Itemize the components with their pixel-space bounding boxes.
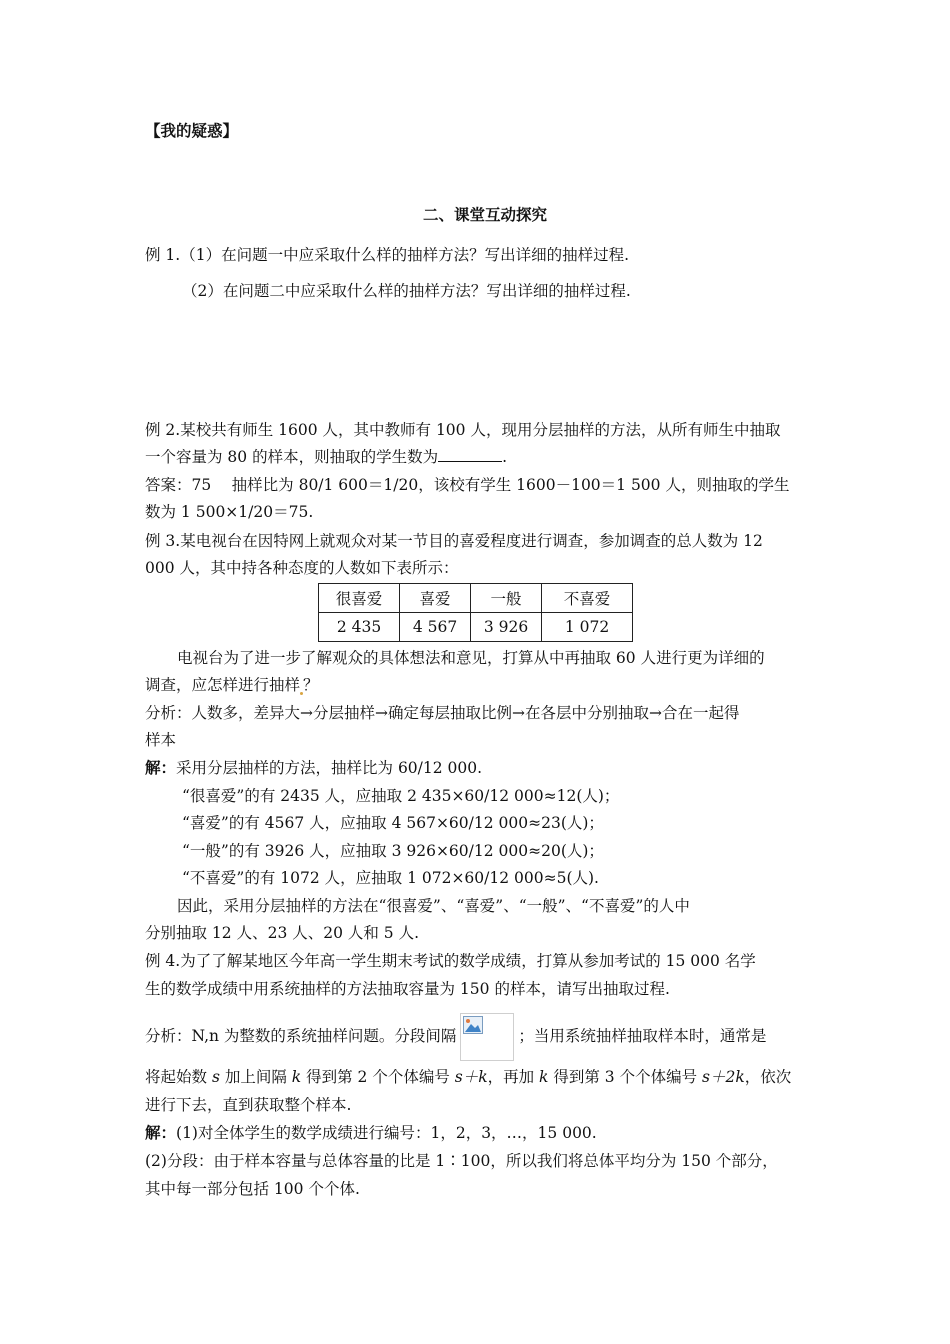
table-value-row — [319, 613, 633, 642]
example-3-analysis-2: 样本 — [145, 731, 177, 749]
example-4-analysis-1 — [145, 1011, 766, 1061]
expression-s-plus-2k: s＋2k — [702, 1068, 745, 1086]
analysis-segment: 得到第 3 个个体编号 — [548, 1068, 703, 1086]
example-2-line-2 — [145, 447, 507, 467]
table-header-cell: 一般 — [471, 584, 542, 613]
analysis-text-start: 分析：N,n 为整数的系统抽样问题。分段间隔 — [145, 1027, 457, 1045]
section-heading: 二、课堂互动探究 — [422, 205, 547, 224]
doubt-heading: 【我的疑惑】 — [145, 121, 239, 140]
example-2-line-2-text: 一个容量为 80 的样本，则抽取的学生数为 — [145, 448, 439, 466]
example-3-question-2 — [145, 675, 319, 695]
example-3-question-2-text: 调查，应怎样进行抽样 — [145, 676, 301, 694]
analysis-segment: ，依次 — [744, 1068, 792, 1086]
table-value-cell: 3 926 — [471, 613, 542, 642]
example-3-line-2: 000 人，其中持各种态度的人数如下表所示： — [145, 559, 459, 577]
analysis-segment: 将起始数 — [145, 1068, 212, 1086]
example-4-line-2: 生的数学成绩中用系统抽样的方法抽取容量为 150 的样本，请写出抽取过程. — [145, 980, 670, 998]
example-3-solution-4: “一般”的有 3926 人，应抽取 3 926×60/12 000≈20(人)； — [182, 842, 604, 860]
table-header-cell: 不喜爱 — [542, 584, 633, 613]
solution-text: (1)对全体学生的数学成绩进行编号：1，2，3，…，15 000. — [176, 1124, 597, 1142]
example-4-analysis-2 — [145, 1067, 791, 1087]
example-3-question-2-end: ？ — [303, 676, 319, 694]
solution-label: 解： — [145, 1123, 177, 1142]
answer-blank — [438, 447, 502, 462]
expression-s-plus-k: s＋k — [454, 1068, 488, 1086]
solution-text: 采用分层抽样的方法，抽样比为 60/12 000. — [176, 759, 483, 777]
example-4-solution-1 — [145, 1123, 597, 1143]
example-3-solution-1 — [145, 758, 482, 778]
example-4-line-1: 例 4.为了了解某地区今年高一学生期末考试的数学成绩，打算从参加考试的 15 000 名学 — [145, 952, 756, 970]
example-2-line-1: 例 2.某校共有师生 1600 人，其中教师有 100 人，现用分层抽样的方法，从所有师生中抽取 — [145, 421, 781, 439]
example-2-answer-1: 答案：75 抽样比为 80/1 600＝1/20，该校有学生 1600－100＝1 500 人，则抽取的学生 — [145, 476, 790, 494]
table-value-cell: 1 072 — [542, 613, 633, 642]
variable-k: k — [291, 1068, 302, 1086]
analysis-segment: ，再加 — [487, 1068, 540, 1086]
table-header-row — [319, 584, 633, 613]
table-header-cell: 喜爱 — [400, 584, 471, 613]
analysis-segment: 得到第 2 个个体编号 — [301, 1068, 455, 1086]
example-3-analysis-1: 分析：人数多，差异大→分层抽样→确定每层抽取比例→在各层中分别抽取→合在一起得 — [145, 704, 740, 722]
variable-k: k — [539, 1068, 549, 1086]
variable-s: s — [211, 1068, 220, 1086]
table-value-cell: 4 567 — [400, 613, 471, 642]
example-3-line-1: 例 3.某电视台在因特网上就观众对某一节目的喜爱程度进行调查，参加调查的总人数为 12 — [145, 532, 763, 550]
example-4-solution-3: 其中每一部分包括 100 个个体. — [145, 1180, 360, 1198]
example-2-answer-2: 数为 1 500×1/20＝75. — [145, 503, 314, 521]
example-3-conclusion-1: 因此，采用分层抽样的方法在“很喜爱”、“喜爱”、“一般”、“不喜爱”的人中 — [177, 897, 690, 915]
table-value-cell: 2 435 — [319, 613, 400, 642]
interval-formula-image — [460, 1013, 514, 1061]
example-3-solution-3: “喜爱”的有 4567 人，应抽取 4 567×60/12 000≈23(人)； — [182, 814, 604, 832]
example-1-line-1: 例 1.（1）在问题一中应采取什么样的抽样方法？写出详细的抽样过程. — [145, 246, 630, 264]
broken-image-icon — [463, 1016, 483, 1034]
analysis-text-end: ；当用系统抽样抽取样本时，通常是 — [518, 1027, 767, 1045]
example-3-solution-2: “很喜爱”的有 2435 人，应抽取 2 435×60/12 000≈12(人)； — [182, 787, 620, 805]
example-1-line-2: （2）在问题二中应采取什么样的抽样方法？写出详细的抽样过程. — [182, 282, 631, 300]
table-header-cell: 很喜爱 — [319, 584, 400, 613]
attitude-table — [318, 583, 633, 642]
example-2-line-2-end: . — [502, 448, 508, 466]
example-3-solution-5: “不喜爱”的有 1072 人，应抽取 1 072×60/12 000≈5(人). — [182, 869, 599, 887]
example-3-question-1: 电视台为了进一步了解观众的具体想法和意见，打算从中再抽取 60 人进行更为详细的 — [177, 649, 765, 667]
solution-label: 解： — [145, 758, 177, 777]
example-4-analysis-3: 进行下去，直到获取整个样本. — [145, 1096, 352, 1114]
example-3-conclusion-2: 分别抽取 12 人、23 人、20 人和 5 人. — [145, 924, 420, 942]
example-4-solution-2: (2)分段：由于样本容量与总体容量的比是 1∶100，所以我们将总体平均分为 150 个部分， — [145, 1152, 778, 1170]
analysis-segment: 加上间隔 — [219, 1068, 292, 1086]
